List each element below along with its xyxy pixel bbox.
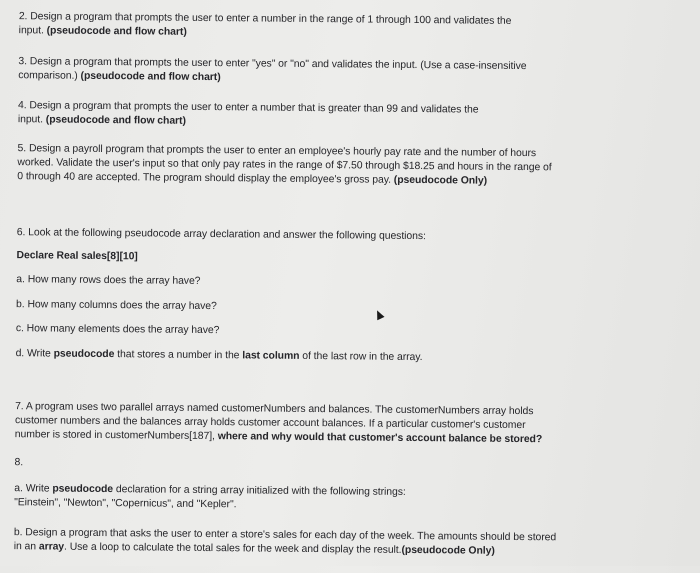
q5-line-1: 5. Design a payroll program that prompts the user to enter an employee's hourly pay rate and the number of hours bbox=[17, 143, 537, 160]
q3-line-1: 3. Design a program that prompts the user to enter "yes" or "no" and validates the input. (Use a case-insensitive bbox=[18, 56, 527, 73]
q5-line-2: worked. Validate the user's input so that only pay rates in the range of $7.50 through $18.25 and hours in the range of bbox=[17, 157, 552, 174]
q7-line-2: customer numbers and the balances array holds customer account balances. If a particular customer's customer bbox=[14, 415, 526, 432]
q6-part-d: d. Write pseudocode that stores a number in the last column of the last row in the array. bbox=[15, 348, 423, 364]
q7-line-3: number is stored in customerNumbers[187], where and why would that customer's account balance be stored? bbox=[14, 429, 543, 446]
q6-part-c: c. How many elements does the array have? bbox=[15, 323, 220, 337]
q6-intro: 6. Look at the following pseudocode array declaration and answer the following questions: bbox=[16, 227, 426, 243]
q3-line-2: comparison.) (pseudocode and flow chart) bbox=[18, 70, 221, 84]
q6-part-b: b. How many columns does the array have? bbox=[16, 299, 217, 313]
q8-part-b-line-1: b. Design a program that asks the user to enter a store's sales for each day of the week. The amounts should be stored bbox=[13, 527, 557, 544]
q8-part-a-line-1: a. Write pseudocode declaration for a string array initialized with the following strings: bbox=[14, 483, 406, 498]
q8-part-b-line-2: in an array. Use a loop to calculate the total sales for the week and display the result.(pseudocode Only) bbox=[13, 541, 495, 557]
q6-declaration: Declare Real sales[8][10] bbox=[16, 250, 138, 263]
q2-line-2: input. (pseudocode and flow chart) bbox=[18, 25, 187, 38]
q8-label: 8. bbox=[14, 457, 24, 469]
q5-line-3: 0 through 40 are accepted. The program should display the employee's gross pay. (pseudocode Only) bbox=[17, 171, 488, 187]
q2-line-1: 2. Design a program that prompts the user to enter a number in the range of 1 through 100 and validates the bbox=[18, 11, 512, 27]
q7-line-1: 7. A program uses two parallel arrays named customerNumbers and balances. The customerNumbers array holds bbox=[15, 401, 534, 418]
q6-part-a: a. How many rows does the array have? bbox=[16, 274, 201, 287]
q4-line-1: 4. Design a program that prompts the user to enter a number that is greater than 99 and validates the bbox=[17, 100, 479, 116]
q8-part-a-line-2: "Einstein", "Newton", "Copernicus", and "Kepler". bbox=[14, 497, 237, 511]
q4-line-2: input. (pseudocode and flow chart) bbox=[17, 114, 186, 127]
